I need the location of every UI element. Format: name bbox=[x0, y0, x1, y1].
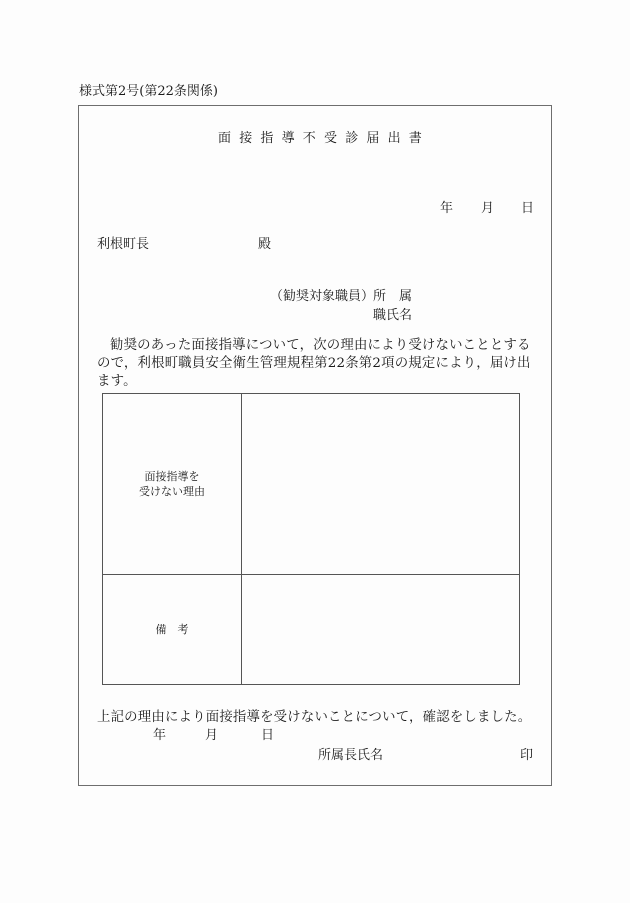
reason-table bbox=[102, 393, 520, 685]
reason-label-line1: 面接指導を bbox=[144, 470, 200, 483]
affiliation-label: 所 属 bbox=[373, 289, 413, 304]
remarks-label: 備 考 bbox=[155, 623, 189, 636]
body-text: 勧奨のあった面接指導について，次の理由により受けないこととするので，利根町職員安全衛生管理規程第22条第2項の規定により，届け出ます。 bbox=[97, 338, 531, 389]
applicant-label: （勧奨対象職員） bbox=[270, 289, 375, 304]
reason-label-line2: 受けない理由 bbox=[139, 485, 205, 498]
chief-name-label: 所属長氏名 bbox=[318, 748, 384, 763]
table-row bbox=[103, 394, 520, 575]
document-title: 面接指導不受診届出書 bbox=[218, 131, 431, 146]
honorific: 殿 bbox=[258, 237, 272, 252]
confirm-date-year: 年 bbox=[153, 728, 167, 743]
confirm-date-month: 月 bbox=[205, 728, 219, 743]
remarks-label-cell bbox=[103, 575, 242, 685]
form-number-label: 様式第2号(第22条関係) bbox=[79, 84, 218, 99]
date-day: 日 bbox=[521, 201, 535, 216]
seal-label: 印 bbox=[520, 748, 534, 763]
date-year: 年 bbox=[440, 201, 454, 216]
reason-label-cell bbox=[103, 394, 242, 575]
remarks-input-cell[interactable] bbox=[242, 575, 520, 685]
table-row bbox=[103, 575, 520, 685]
confirm-date-day: 日 bbox=[261, 728, 275, 743]
addressee: 利根町長 bbox=[97, 237, 150, 252]
position-name-label: 職氏名 bbox=[373, 308, 413, 323]
confirmation-text: 上記の理由により面接指導を受けないことについて，確認をしました。 bbox=[97, 710, 532, 725]
reason-input-cell[interactable] bbox=[242, 394, 520, 575]
date-month: 月 bbox=[481, 201, 495, 216]
